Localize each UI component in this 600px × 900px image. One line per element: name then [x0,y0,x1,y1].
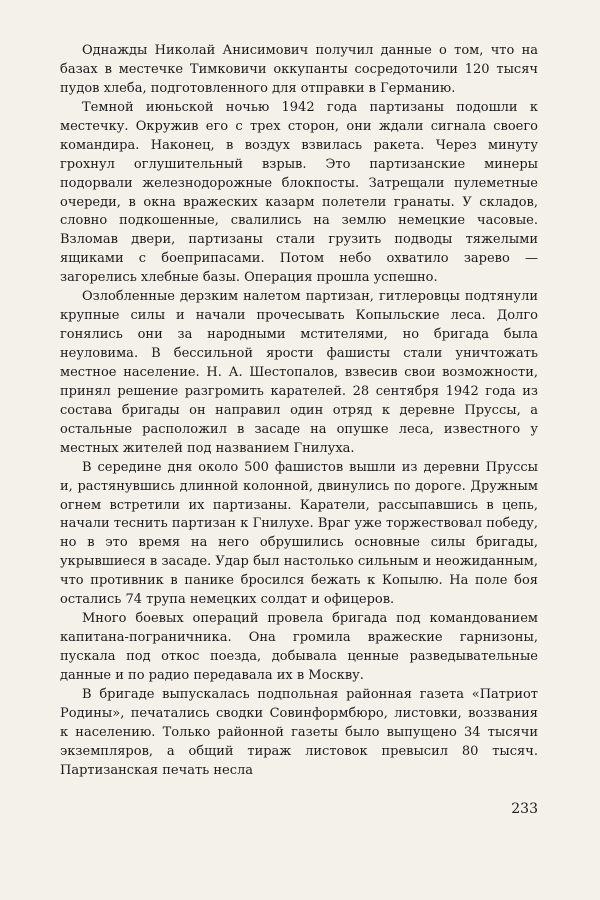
paragraph: Темной июньской ночью 1942 года партизаны подошли к местечку. Окружив его с трех сторон, они ждали сигнала своего командира. Наконец, в воздух взвилась ракета. Через минуту грохнул оглушительный взрыв. Это партизанские минеры подорвали железнодорожные блокпосты. Затрещали пулеметные очереди, в окна вражеских казарм полетели гранаты. У складов, словно подкошенные, свалились на землю немецкие часовые. Взломав двери, партизаны стали грузить подводы тяжелыми ящиками с боеприпасами. Потом небо охватило зарево — загорелись хлебные базы. Операция прошла успешно. [60,99,538,286]
page-number: 233 [511,801,538,817]
paragraph: В середине дня около 500 фашистов вышли из деревни Пруссы и, растянувшись длинной колонной, двинулись по дороге. Дружным огнем встретили их партизаны. Каратели, рассыпавшись в цепь, начали теснить партизан к Гнилухе. Враг уже торжествовал победу, но в это время на него обрушились основные силы бригады, укрывшиеся в засаде. Удар был настолько сильным и неожиданным, что противник в панике бросился бежать к Копылю. На поле боя остались 74 трупа немецких солдат и офицеров. [60,459,538,608]
page-body [60,42,538,781]
paragraph: Озлобленные дерзким налетом партизан, гитлеровцы подтянули крупные силы и начали прочесывать Копыльские леса. Долго гонялись они за народными мстителями, но бригада была неуловима. В бессильной ярости фашисты стали уничтожать местное население. Н. А. Шестопалов, взвесив свои возможности, принял решение разгромить карателей. 28 сентября 1942 года из состава бригады он направил один отряд к деревне Пруссы, а остальные расположил в засаде на опушке леса, известного у местных жителей под названием Гнилуха. [60,289,538,456]
paragraph: Много боевых операций провела бригада под командованием капитана-пограничника. Она громила вражеские гарнизоны, пускала под откос поезда, добывала ценные разведывательные данные и по радио передавала их в Москву. [60,611,538,683]
paragraph: В бригаде выпускалась подпольная районная газета «Патриот Родины», печатались сводки Совинформбюро, листовки, воззвания к населению. Только районной газеты было выпущено 34 тысячи экземпляров, а общий тираж листовок превысил 80 тысяч. Партизанская печать несла [60,686,538,778]
paragraph: Однажды Николай Анисимович получил данные о том, что на базах в местечке Тимковичи оккупанты сосредоточили 120 тысяч пудов хлеба, подготовленного для отправки в Германию. [60,43,538,96]
